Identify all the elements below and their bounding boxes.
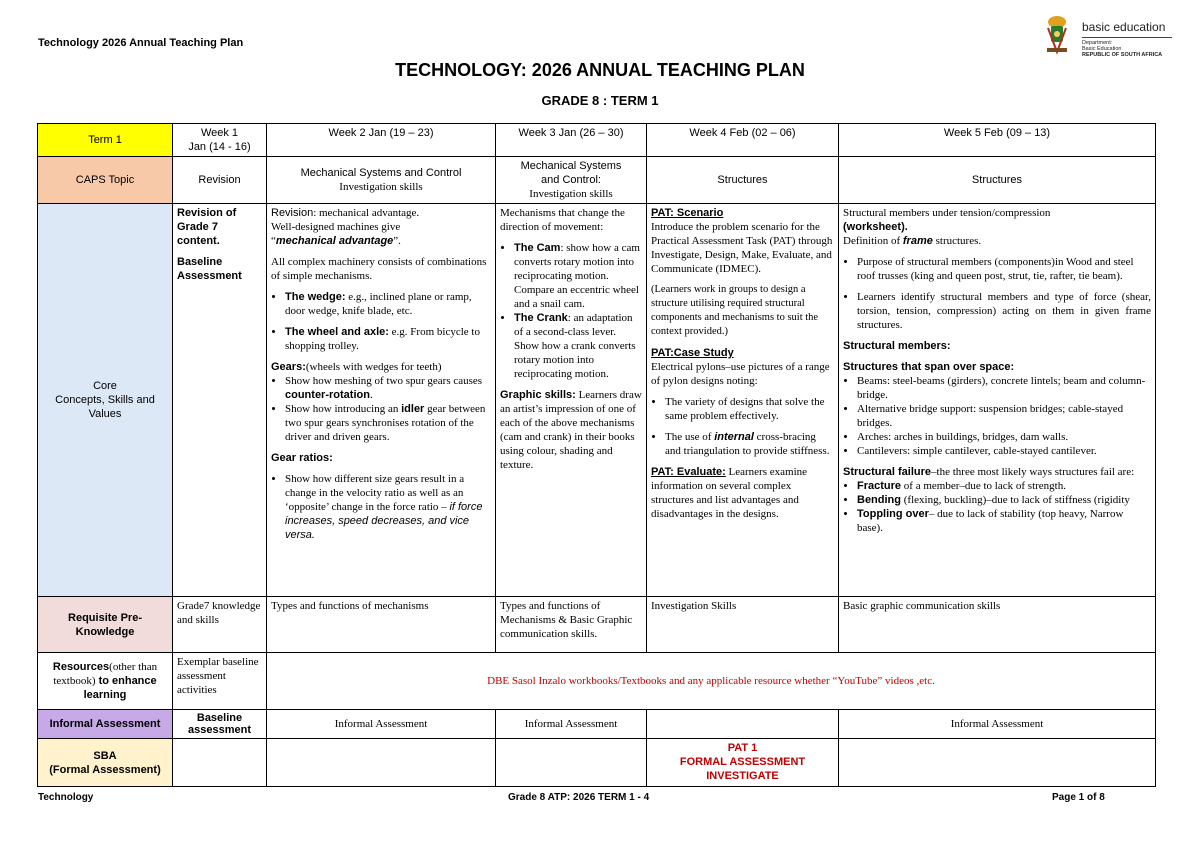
core-week3: Mechanisms that change the direction of movement: • The Cam: show how a cam converts rotary motion into reciprocating motion. Compare an eccentric wheel and a snail cam. • The Crank: an adaptation of a second-class lever. Show how a crank converts rotary motion into reciprocating motion. Graphic skills: Learners draw an artist’s impression of one of each of the above mechanisms (cam and crank) in their books using colour, shading and texture. (496, 204, 647, 597)
informal-week2: Informal Assessment (267, 710, 496, 739)
prereq-week2: Types and functions of mechanisms (267, 597, 496, 653)
table-row-sba (38, 739, 1156, 787)
resources-span: DBE Sasol Inzalo workbooks/Textbooks and any applicable resource whether “YouTube” videos ,etc. (267, 653, 1156, 710)
table-row-informal (38, 710, 1156, 739)
caps-week1: Revision (173, 157, 267, 204)
footer-page-number: Page 1 of 8 (1052, 792, 1105, 803)
sba-week5 (839, 739, 1156, 787)
week5-header: Week 5 Feb (09 – 13) (839, 124, 1156, 157)
informal-week1: Baseline assessment (173, 710, 267, 739)
week1-header: Week 1 Jan (14 - 16) (173, 124, 267, 157)
core-concepts-label: Core Concepts, Skills and Values (38, 204, 173, 597)
core-week1: Revision of Grade 7 content. Baseline Assessment (173, 204, 267, 597)
logo-brand-text: basic education (1082, 20, 1166, 34)
caps-week3: Mechanical Systems and Control: Investigation skills (496, 157, 647, 204)
footer-left: Technology (38, 792, 94, 803)
term-label-cell: Term 1 (38, 124, 173, 157)
sba-week3 (496, 739, 647, 787)
prereq-week5: Basic graphic communication skills (839, 597, 1156, 653)
table-row-caps-topic (38, 157, 1156, 204)
table-row-resources (38, 653, 1156, 710)
week2-header: Week 2 Jan (19 – 23) (267, 124, 496, 157)
week4-header: Week 4 Feb (02 – 06) (647, 124, 839, 157)
week3-header: Week 3 Jan (26 – 30) (496, 124, 647, 157)
resources-label: Resources(other than textbook) to enhance learning (38, 653, 173, 710)
prereq-week1: Grade7 knowledge and skills (173, 597, 267, 653)
header-document-title: Technology 2026 Annual Teaching Plan (38, 37, 244, 49)
caps-week2: Mechanical Systems and Control Investigation skills (267, 157, 496, 204)
informal-assessment-label: Informal Assessment (38, 710, 173, 739)
prereq-week3: Types and functions of Mechanisms & Basic Graphic communication skills. (496, 597, 647, 653)
sba-week2 (267, 739, 496, 787)
coat-of-arms-icon (1042, 14, 1072, 56)
core-week5: Structural members under tension/compression (worksheet). Definition of frame structures. • Purpose of structural members (components)in Wood and steel roof trusses (king and queen post, strut, tie, rafter, tie beam). • Learners identify structural members and type of force (shear, torsion, tension, compression) acting on them in given frame structures. Structural members: Structures that span over space: • Beams: steel-beams (girders), concrete lintels; beam and column-bridge. • Alternative bridge support: suspension bridges; cable-stayed bridges. • Arches: arches in buildings, bridges, dam walls. • Cantilevers: simple cantilever, cable-stayed cantilever. Structural failure–the three most likely ways structures fail are: • Fracture of a member–due to lack of strength. • Bending (flexing, buckling)–due to lack of stiffness (rigidity • Toppling over– due to lack of stability (top heavy, Narrow base). (839, 204, 1156, 597)
page-title: TECHNOLOGY: 2026 ANNUAL TEACHING PLAN (395, 60, 805, 80)
page-subtitle: GRADE 8 : TERM 1 (541, 93, 659, 108)
footer-center: Grade 8 ATP: 2026 TERM 1 - 4 (508, 792, 650, 803)
caps-week5: Structures (839, 157, 1156, 204)
sba-week1 (173, 739, 267, 787)
caps-topic-label: CAPS Topic (38, 157, 173, 204)
core-week2: Revision: mechanical advantage. Well-designed machines give “mechanical advantage”. All complex machinery consists of combinations of simple mechanisms. • The wedge: e.g., inclined plane or ramp, door wedge, knife blade, etc. • The wheel and axle: e.g. From bicycle to shopping trolley. Gears:(wheels with wedges for teeth) • Show how meshing of two spur gears causes counter-rotation. • Show how introducing an idler gear between two spur gears synchronises rotation of the driver and driven gears. Gear ratios: • Show how different size gears result in a change in the velocity ratio as well as an ‘opposite’ change in the force ratio – if force increases, speed decreases, and vice versa. (267, 204, 496, 597)
dbe-logo (1042, 14, 1172, 58)
prerequisite-label: Requisite Pre- Knowledge (38, 597, 173, 653)
prereq-week4: Investigation Skills (647, 597, 839, 653)
teaching-plan-table (37, 123, 1156, 787)
sba-week4: PAT 1 FORMAL ASSESSMENT INVESTIGATE (647, 739, 839, 787)
core-week4: PAT: Scenario Introduce the problem scenario for the Practical Assessment Task (PAT) through Investigate, Design, Make, Evaluate, and Communicate (IDMEC). (Learners work in groups to design a structure utilising required structural components and mechanisms to suit the context provided.) PAT:Case Study Electrical pylons–use pictures of a range of pylon designs noting: • The variety of designs that solve the same problem effectively. • The use of internal cross-bracing and triangulation to provide stiffness. PAT: Evaluate: Learners examine information on several complex structures and list advantages and disadvantages in the designs. (647, 204, 839, 597)
informal-week3: Informal Assessment (496, 710, 647, 739)
informal-week5: Informal Assessment (839, 710, 1156, 739)
table-row-weeks (38, 124, 1156, 157)
resources-week1: Exemplar baseline assessment activities (173, 653, 267, 710)
sba-label: SBA (Formal Assessment) (38, 739, 173, 787)
table-row-prerequisite (38, 597, 1156, 653)
logo-subtext: Department: Basic Education REPUBLIC OF SOUTH AFRICA (1082, 37, 1172, 58)
caps-week4: Structures (647, 157, 839, 204)
table-row-core-concepts (38, 204, 1156, 597)
informal-week4 (647, 710, 839, 739)
